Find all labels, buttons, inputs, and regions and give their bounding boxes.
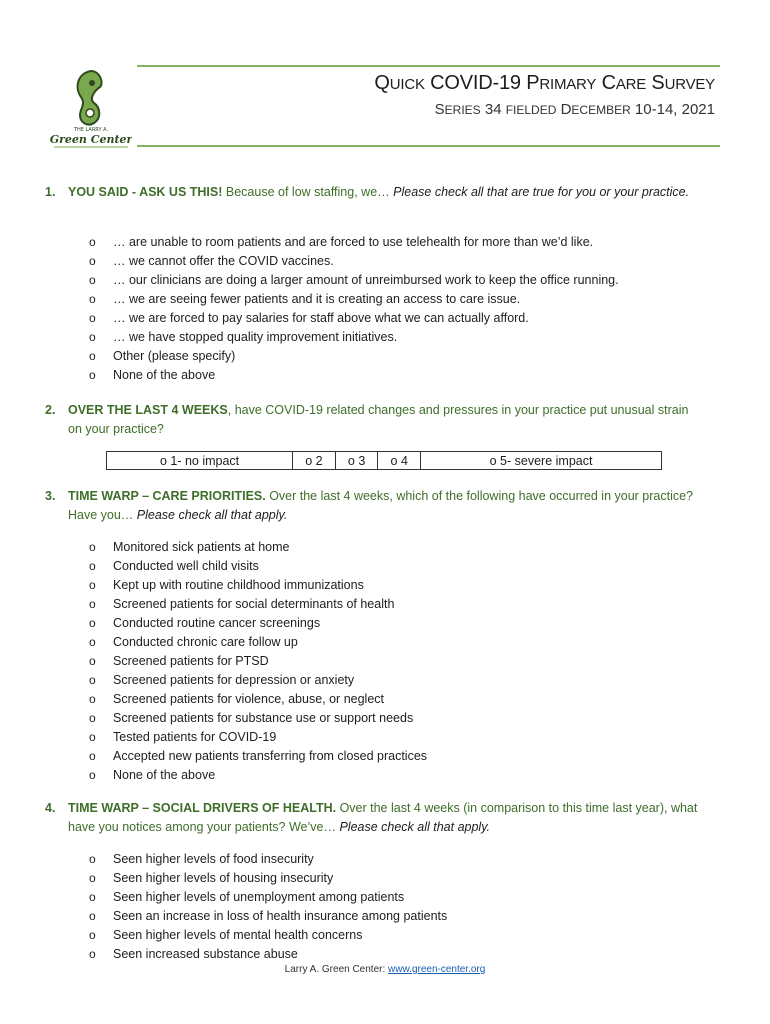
logo-line1: THE LARRY A.	[73, 127, 109, 133]
option[interactable]: o … we cannot offer the COVID vaccines.	[89, 252, 619, 271]
question-number: 3.	[45, 489, 56, 503]
question-3-options	[89, 538, 427, 785]
question-instruction: Please check all that are true for you or your practice.	[393, 185, 690, 199]
question-2	[45, 401, 705, 439]
option[interactable]: o Screened patients for social determinants of health	[89, 595, 427, 614]
option[interactable]: o Conducted routine cancer screenings	[89, 614, 427, 633]
impact-scale	[106, 451, 662, 470]
scale-option-3[interactable]: o 3	[335, 452, 378, 470]
question-number: 1.	[45, 185, 56, 199]
question-heading: TIME WARP – CARE PRIORITIES.	[68, 489, 266, 503]
option[interactable]: o None of the above	[89, 766, 427, 785]
option[interactable]: o Seen increased substance abuse	[89, 945, 447, 964]
option[interactable]: o Screened patients for PTSD	[89, 652, 427, 671]
question-3	[45, 487, 705, 525]
option[interactable]: o … our clinicians are doing a larger amount of unreimbursed work to keep the office running.	[89, 271, 619, 290]
question-4	[45, 799, 705, 837]
option[interactable]: o … we are seeing fewer patients and it is creating an access to care issue.	[89, 290, 619, 309]
page-title: QUICK COVID-19 PRIMARY CARE SURVEY	[374, 72, 715, 94]
scale-option-2[interactable]: o 2	[293, 452, 336, 470]
question-heading: YOU SAID - ASK US THIS!	[68, 185, 223, 199]
option[interactable]: o Seen higher levels of mental health concerns	[89, 926, 447, 945]
option[interactable]: o Other (please specify)	[89, 347, 619, 366]
question-4-options	[89, 850, 447, 964]
option[interactable]: o … are unable to room patients and are forced to use telehealth for more than we’d like.	[89, 233, 619, 252]
option[interactable]: o Seen an increase in loss of health insurance among patients	[89, 907, 447, 926]
question-heading: TIME WARP – SOCIAL DRIVERS OF HEALTH.	[68, 801, 337, 815]
header-bottom-rule	[137, 145, 720, 147]
footer-text: Larry A. Green Center:	[284, 964, 389, 975]
question-1	[45, 183, 705, 202]
footer-link[interactable]: www.green-center.org	[388, 964, 486, 975]
logo-line2: Green Center	[50, 133, 132, 146]
option[interactable]: o … we are forced to pay salaries for staff above what we can actually afford.	[89, 309, 619, 328]
page-footer	[0, 964, 770, 975]
page-subtitle: SERIES 34 FIELDED DECEMBER 10-14, 2021	[434, 101, 715, 118]
option[interactable]: o Tested patients for COVID-19	[89, 728, 427, 747]
option[interactable]: o Conducted chronic care follow up	[89, 633, 427, 652]
option[interactable]: o Kept up with routine childhood immunizations	[89, 576, 427, 595]
question-text: Because of low staffing, we…	[222, 185, 394, 199]
option[interactable]: o Monitored sick patients at home	[89, 538, 427, 557]
option[interactable]: o Seen higher levels of food insecurity	[89, 850, 447, 869]
scale-option-4[interactable]: o 4	[378, 452, 421, 470]
question-text: Over the last 4 weeks (in comparison to this time last year), what have you notices among your patients? We’ve…	[68, 801, 698, 834]
option[interactable]: o Screened patients for violence, abuse, or neglect	[89, 690, 427, 709]
option[interactable]: o Screened patients for depression or anxiety	[89, 671, 427, 690]
option[interactable]: o Accepted new patients transferring from closed practices	[89, 747, 427, 766]
question-number: 4.	[45, 801, 56, 815]
question-1-options	[89, 233, 619, 385]
question-text: Over the last 4 weeks, which of the following have occurred in your practice? Have you…	[68, 489, 694, 522]
option[interactable]: o Conducted well child visits	[89, 557, 427, 576]
option[interactable]: o Seen higher levels of housing insecurity	[89, 869, 447, 888]
option[interactable]: o None of the above	[89, 366, 619, 385]
option[interactable]: o Screened patients for substance use or support needs	[89, 709, 427, 728]
header-top-rule	[137, 65, 720, 67]
question-instruction: Please check all that apply.	[136, 508, 288, 522]
green-center-logo	[50, 65, 132, 150]
question-number: 2.	[45, 403, 56, 417]
option[interactable]: o … we have stopped quality improvement initiatives.	[89, 328, 619, 347]
question-text: , have COVID-19 related changes and pressures in your practice put unusual strain on your practice?	[68, 403, 689, 436]
option[interactable]: o Seen higher levels of unemployment among patients	[89, 888, 447, 907]
scale-option-1[interactable]: o 1- no impact	[107, 452, 293, 470]
scale-option-5[interactable]: o 5- severe impact	[421, 452, 662, 470]
question-instruction: Please check all that apply.	[339, 820, 491, 834]
question-heading: OVER THE LAST 4 WEEKS	[68, 403, 228, 417]
